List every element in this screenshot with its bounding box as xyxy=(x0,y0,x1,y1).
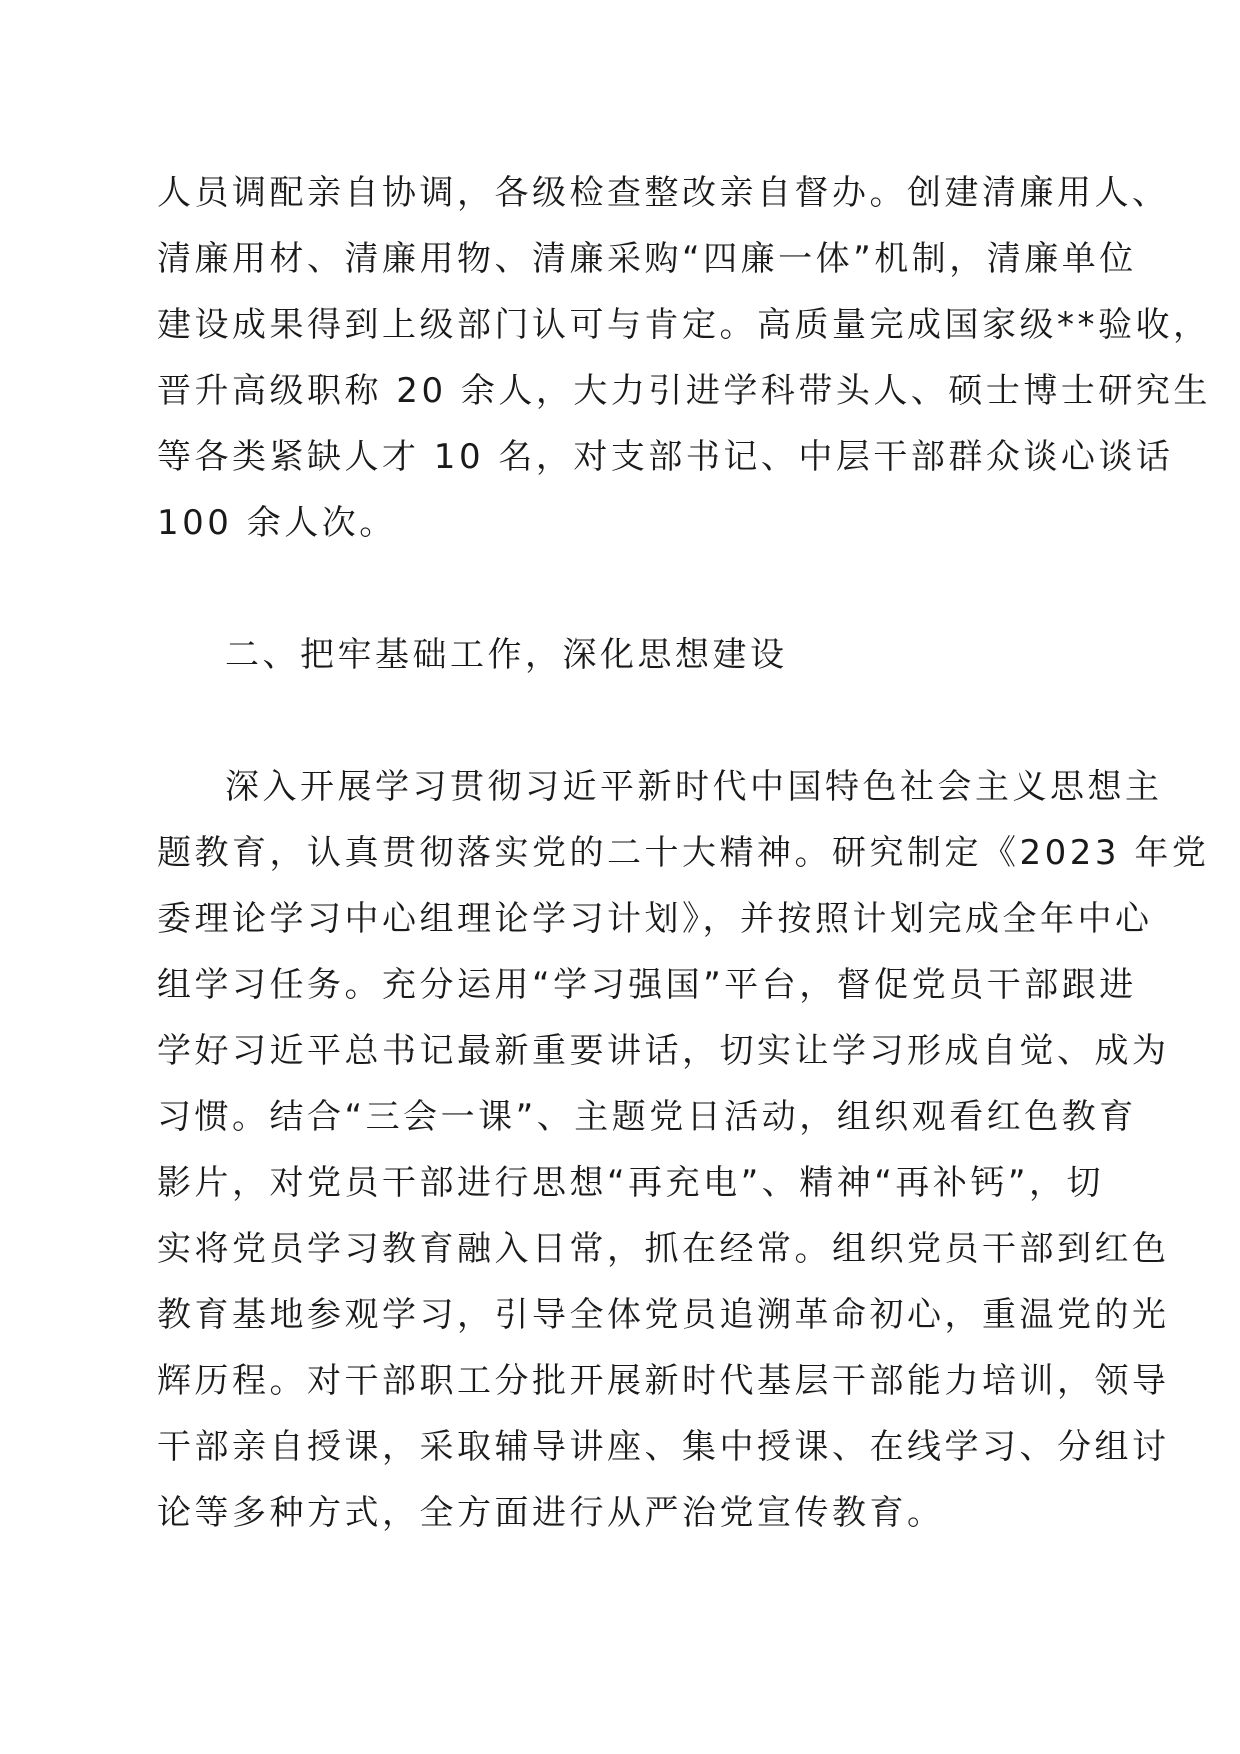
paragraph-2-line-2: 题教育，认真贯彻落实党的二十大精神。研究制定《2023 年党 xyxy=(157,833,1210,873)
paragraph-2-line-5: 学好习近平总书记最新重要讲话，切实让学习形成自觉、成为 xyxy=(157,1031,1170,1071)
paragraph-1-line-1: 人员调配亲自协调，各级检查整改亲自督办。创建清廉用人、 xyxy=(157,173,1170,213)
paragraph-2-line-9: 教育基地参观学习，引导全体党员追溯革命初心，重温党的光 xyxy=(157,1295,1170,1335)
paragraph-1-line-6: 100 余人次。 xyxy=(157,503,397,543)
section-heading: 二、把牢基础工作，深化思想建设 xyxy=(225,635,788,675)
paragraph-1-line-2: 清廉用材、清廉用物、清廉采购“四廉一体”机制，清廉单位 xyxy=(157,239,1137,279)
paragraph-2-line-4: 组学习任务。充分运用“学习强国”平台，督促党员干部跟进 xyxy=(157,965,1137,1005)
paragraph-1-line-5: 等各类紧缺人才 10 名，对支部书记、中层干部群众谈心谈话 xyxy=(157,437,1174,477)
paragraph-2-line-6: 习惯。结合“三会一课”、主题党日活动，组织观看红色教育 xyxy=(157,1097,1137,1137)
paragraph-1-line-3: 建设成果得到上级部门认可与肯定。高质量完成国家级**验收， xyxy=(157,305,1211,345)
paragraph-2-line-12: 论等多种方式，全方面进行从严治党宣传教育。 xyxy=(157,1493,945,1533)
paragraph-2-line-3: 委理论学习中心组理论学习计划》，并按照计划完成全年中心 xyxy=(157,899,1153,939)
paragraph-2-line-11: 干部亲自授课，采取辅导讲座、集中授课、在线学习、分组讨 xyxy=(157,1427,1170,1467)
paragraph-2-line-1: 深入开展学习贯彻习近平新时代中国特色社会主义思想主 xyxy=(225,767,1163,807)
paragraph-1-line-4: 晋升高级职称 20 余人，大力引进学科带头人、硕士博士研究生 xyxy=(157,371,1211,411)
paragraph-2-line-8: 实将党员学习教育融入日常，抓在经常。组织党员干部到红色 xyxy=(157,1229,1170,1269)
paragraph-2-line-10: 辉历程。对干部职工分批开展新时代基层干部能力培训，领导 xyxy=(157,1361,1170,1401)
paragraph-2-line-7: 影片，对党员干部进行思想“再充电”、精神“再补钙”，切 xyxy=(157,1163,1104,1203)
